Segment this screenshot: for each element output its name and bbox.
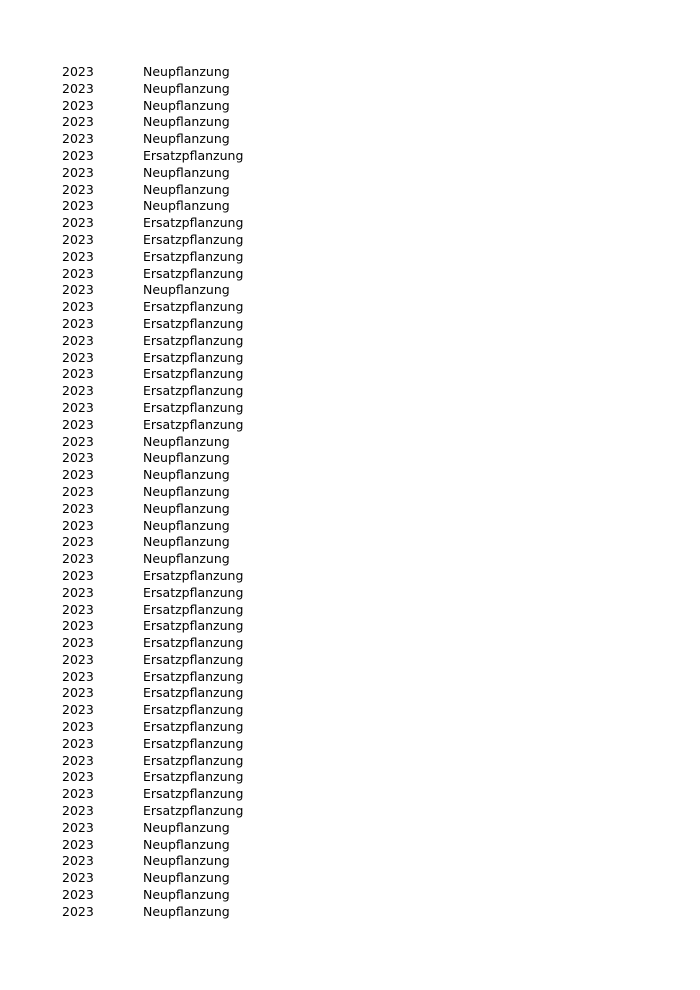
cell-year: 2023 — [62, 635, 94, 651]
cell-year: 2023 — [62, 500, 94, 516]
cell-year: 2023 — [62, 467, 94, 483]
cell-year: 2023 — [62, 752, 94, 768]
cell-planting-type: Ersatzpflanzung — [143, 215, 244, 231]
cell-year: 2023 — [62, 147, 94, 163]
cell-planting-type: Ersatzpflanzung — [143, 265, 244, 281]
table-row — [62, 837, 303, 854]
table-row — [62, 249, 303, 266]
table-row — [62, 753, 303, 770]
table-row — [62, 98, 303, 115]
cell-year: 2023 — [62, 685, 94, 701]
table-row — [62, 484, 303, 501]
cell-year: 2023 — [62, 618, 94, 634]
cell-year: 2023 — [62, 97, 94, 113]
cell-planting-type: Neupflanzung — [143, 80, 230, 96]
table-row — [62, 602, 303, 619]
cell-year: 2023 — [62, 786, 94, 802]
cell-year: 2023 — [62, 349, 94, 365]
cell-year: 2023 — [62, 903, 94, 919]
cell-planting-type: Neupflanzung — [143, 903, 230, 919]
cell-year: 2023 — [62, 131, 94, 147]
cell-year: 2023 — [62, 769, 94, 785]
cell-year: 2023 — [62, 870, 94, 886]
table-row — [62, 518, 303, 535]
cell-year: 2023 — [62, 64, 94, 79]
cell-year: 2023 — [62, 534, 94, 550]
cell-planting-type: Neupflanzung — [143, 517, 230, 533]
cell-year: 2023 — [62, 164, 94, 180]
cell-planting-type: Neupflanzung — [143, 483, 230, 499]
cell-planting-type: Neupflanzung — [143, 64, 230, 79]
table-row — [62, 534, 303, 551]
cell-year: 2023 — [62, 719, 94, 735]
table-row — [62, 803, 303, 820]
cell-year: 2023 — [62, 551, 94, 567]
cell-year: 2023 — [62, 231, 94, 247]
table-row — [62, 551, 303, 568]
cell-planting-type: Neupflanzung — [143, 97, 230, 113]
cell-planting-type: Ersatzpflanzung — [143, 601, 244, 617]
cell-year: 2023 — [62, 265, 94, 281]
cell-planting-type: Ersatzpflanzung — [143, 719, 244, 735]
table-row — [62, 635, 303, 652]
cell-planting-type: Ersatzpflanzung — [143, 584, 244, 600]
table-row — [62, 198, 303, 215]
cell-year: 2023 — [62, 668, 94, 684]
cell-planting-type: Ersatzpflanzung — [143, 651, 244, 667]
table-row — [62, 400, 303, 417]
table-row — [62, 114, 303, 131]
cell-year: 2023 — [62, 483, 94, 499]
cell-planting-type: Neupflanzung — [143, 282, 230, 298]
table-row — [62, 870, 303, 887]
table-row — [62, 333, 303, 350]
table-row — [62, 182, 303, 199]
table-row — [62, 904, 303, 921]
table-row — [62, 165, 303, 182]
table-row — [62, 417, 303, 434]
table-row — [62, 568, 303, 585]
cell-year: 2023 — [62, 651, 94, 667]
cell-planting-type: Neupflanzung — [143, 450, 230, 466]
cell-planting-type: Neupflanzung — [143, 433, 230, 449]
cell-year: 2023 — [62, 584, 94, 600]
cell-planting-type: Neupflanzung — [143, 467, 230, 483]
table-body — [62, 64, 303, 921]
cell-year: 2023 — [62, 819, 94, 835]
planting-table — [62, 64, 303, 921]
cell-year: 2023 — [62, 80, 94, 96]
cell-year: 2023 — [62, 366, 94, 382]
cell-planting-type: Ersatzpflanzung — [143, 803, 244, 819]
table-row — [62, 148, 303, 165]
table-row — [62, 467, 303, 484]
cell-planting-type: Ersatzpflanzung — [143, 383, 244, 399]
cell-year: 2023 — [62, 399, 94, 415]
cell-year: 2023 — [62, 383, 94, 399]
table-row — [62, 64, 303, 81]
table-row — [62, 501, 303, 518]
cell-planting-type: Ersatzpflanzung — [143, 299, 244, 315]
cell-year: 2023 — [62, 332, 94, 348]
cell-planting-type: Ersatzpflanzung — [143, 147, 244, 163]
cell-planting-type: Neupflanzung — [143, 198, 230, 214]
table-row — [62, 887, 303, 904]
table-row — [62, 383, 303, 400]
cell-planting-type: Neupflanzung — [143, 181, 230, 197]
cell-planting-type: Neupflanzung — [143, 853, 230, 869]
cell-planting-type: Ersatzpflanzung — [143, 416, 244, 432]
cell-planting-type: Neupflanzung — [143, 870, 230, 886]
cell-planting-type: Ersatzpflanzung — [143, 685, 244, 701]
cell-planting-type: Ersatzpflanzung — [143, 366, 244, 382]
cell-year: 2023 — [62, 450, 94, 466]
table-row — [62, 215, 303, 232]
cell-year: 2023 — [62, 181, 94, 197]
table-row — [62, 131, 303, 148]
table-row — [62, 282, 303, 299]
cell-year: 2023 — [62, 299, 94, 315]
cell-planting-type: Neupflanzung — [143, 534, 230, 550]
table-row — [62, 316, 303, 333]
table-row — [62, 366, 303, 383]
cell-planting-type: Ersatzpflanzung — [143, 349, 244, 365]
cell-planting-type: Neupflanzung — [143, 500, 230, 516]
cell-planting-type: Neupflanzung — [143, 819, 230, 835]
table-row — [62, 232, 303, 249]
cell-planting-type: Ersatzpflanzung — [143, 752, 244, 768]
cell-year: 2023 — [62, 198, 94, 214]
table-row — [62, 299, 303, 316]
cell-planting-type: Ersatzpflanzung — [143, 618, 244, 634]
cell-year: 2023 — [62, 517, 94, 533]
cell-planting-type: Ersatzpflanzung — [143, 668, 244, 684]
table-row — [62, 350, 303, 367]
table-row — [62, 450, 303, 467]
cell-year: 2023 — [62, 836, 94, 852]
cell-year: 2023 — [62, 735, 94, 751]
cell-year: 2023 — [62, 315, 94, 331]
table-row — [62, 736, 303, 753]
table-row — [62, 719, 303, 736]
cell-planting-type: Neupflanzung — [143, 836, 230, 852]
cell-planting-type: Neupflanzung — [143, 887, 230, 903]
cell-planting-type: Ersatzpflanzung — [143, 399, 244, 415]
cell-year: 2023 — [62, 114, 94, 130]
cell-planting-type: Ersatzpflanzung — [143, 332, 244, 348]
table-row — [62, 769, 303, 786]
table-row — [62, 81, 303, 98]
table-row — [62, 853, 303, 870]
cell-planting-type: Neupflanzung — [143, 164, 230, 180]
cell-planting-type: Ersatzpflanzung — [143, 231, 244, 247]
cell-year: 2023 — [62, 433, 94, 449]
table-row — [62, 266, 303, 283]
cell-year: 2023 — [62, 803, 94, 819]
cell-planting-type: Neupflanzung — [143, 551, 230, 567]
cell-year: 2023 — [62, 853, 94, 869]
cell-planting-type: Ersatzpflanzung — [143, 567, 244, 583]
table-row — [62, 585, 303, 602]
table-row — [62, 618, 303, 635]
table-row — [62, 434, 303, 451]
table-row — [62, 786, 303, 803]
table-row — [62, 820, 303, 837]
cell-planting-type: Ersatzpflanzung — [143, 769, 244, 785]
cell-planting-type: Ersatzpflanzung — [143, 735, 244, 751]
cell-year: 2023 — [62, 416, 94, 432]
cell-year: 2023 — [62, 215, 94, 231]
table-row — [62, 669, 303, 686]
cell-planting-type: Neupflanzung — [143, 114, 230, 130]
cell-planting-type: Ersatzpflanzung — [143, 635, 244, 651]
table-row — [62, 685, 303, 702]
cell-planting-type: Neupflanzung — [143, 131, 230, 147]
table-row — [62, 652, 303, 669]
cell-year: 2023 — [62, 887, 94, 903]
cell-planting-type: Ersatzpflanzung — [143, 315, 244, 331]
cell-planting-type: Ersatzpflanzung — [143, 702, 244, 718]
cell-year: 2023 — [62, 248, 94, 264]
cell-year: 2023 — [62, 567, 94, 583]
cell-year: 2023 — [62, 702, 94, 718]
cell-year: 2023 — [62, 282, 94, 298]
cell-planting-type: Ersatzpflanzung — [143, 786, 244, 802]
table-row — [62, 702, 303, 719]
cell-planting-type: Ersatzpflanzung — [143, 248, 244, 264]
cell-year: 2023 — [62, 601, 94, 617]
